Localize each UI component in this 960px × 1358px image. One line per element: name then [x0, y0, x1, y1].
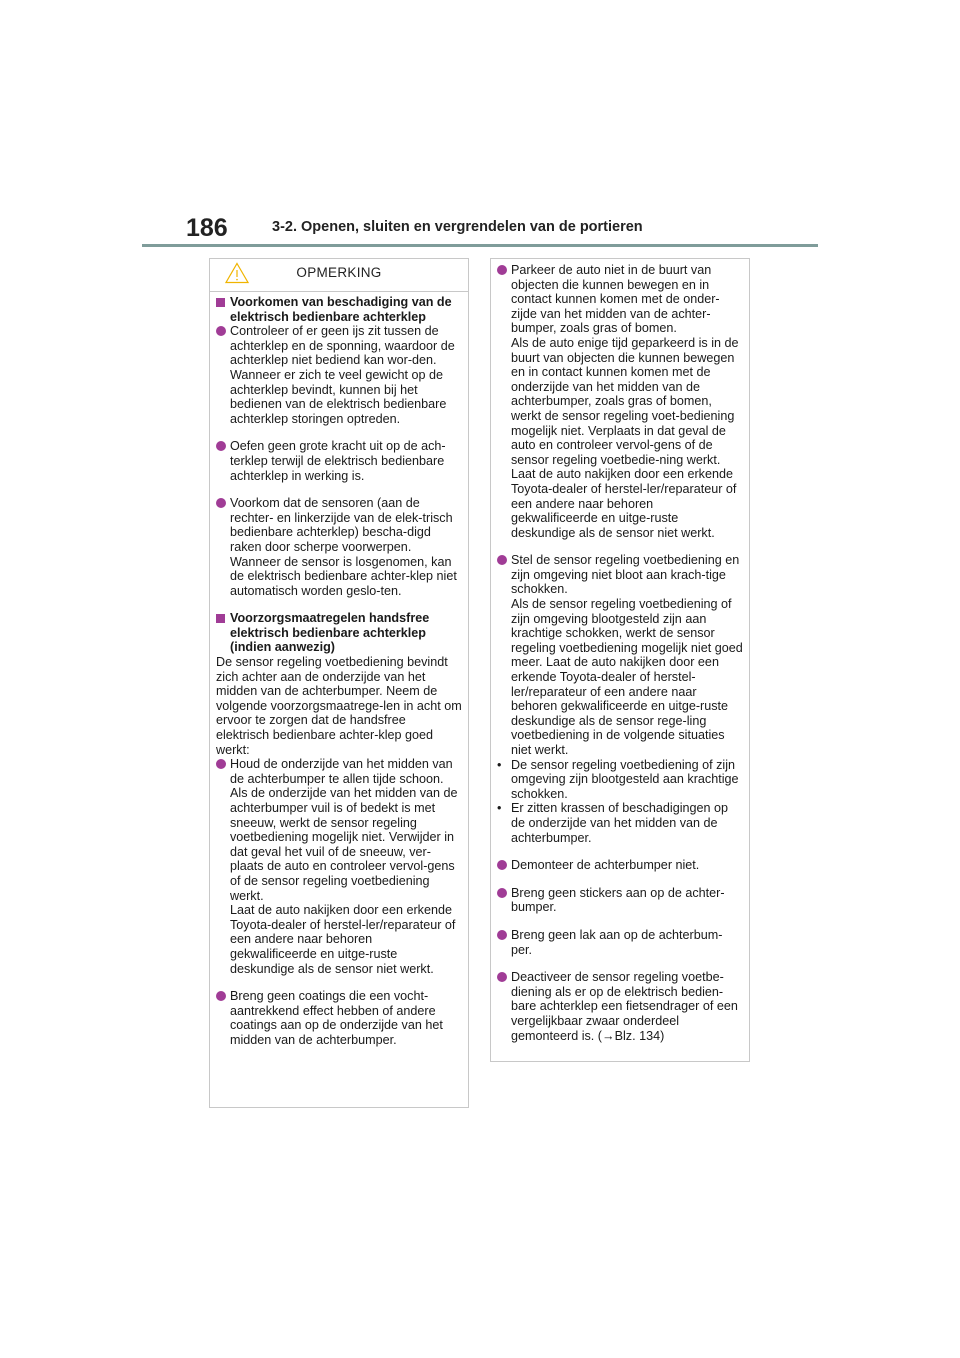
list-item	[216, 324, 462, 426]
notice-box-right	[490, 258, 750, 1062]
notice-box-left	[209, 258, 469, 1108]
round-bullet-icon	[216, 759, 226, 769]
list-item-text: Voorkom dat de sensoren (aan de rechter- en linkerzijde van de elek-trisch bedienbare achterklep) bescha-digd raken door scherpe voorwerpen. Wanneer de sensor is losgenomen, kan de elektrisch bedienbare achter-klep niet automatisch worden geslo-ten.	[230, 496, 457, 598]
list-item	[497, 928, 743, 957]
list-item	[497, 858, 743, 873]
list-item-text: Oefen geen grote kracht uit op de ach-terklep terwijl de elektrisch bedienbare achterklep in werking is.	[230, 439, 446, 483]
list-item-text: Demonteer de achterbumper niet.	[511, 858, 700, 873]
list-item	[216, 989, 462, 1047]
list-item	[216, 439, 462, 483]
round-bullet-icon	[497, 860, 507, 870]
round-bullet-icon	[497, 265, 507, 275]
list-item-text: Als de sensor regeling voetbediening of zijn omgeving blootgesteld zijn aan krachtige schokken, werkt de sensor regeling voetbediening mogelijk niet goed meer. Laat de auto nakijken door een erkende Toyota-dealer of herstel-ler/reparateur of een andere naar behoren gekwalificeerde en uitge-ruste deskundige als de sensor rege-ling voetbediening in de volgende situaties niet werkt.	[511, 597, 743, 757]
list-item-text: Houd de onderzijde van het midden van de achterbumper te allen tijde schoon.	[230, 757, 453, 786]
round-bullet-icon	[497, 888, 507, 898]
sub-list-item-text: De sensor regeling voetbediening of zijn omgeving zijn blootgesteld aan krachtige schokken.	[511, 757, 739, 801]
sub-bullet-mark: •	[497, 801, 502, 816]
list-item-text: Laat de auto nakijken door een erkende Toyota-dealer of herstel-ler/reparateur of een andere naar behoren gekwalificeerde en uitge-ruste deskundige als de sensor niet werkt.	[230, 903, 456, 976]
list-item-text: Deactiveer de sensor regeling voetbe-diening als er op de elektrisch bedien-bare achterklep een fietsendrager of een vergelijkbaar zwaar onderdeel gemonteerd is. (→Blz. 134)	[511, 970, 738, 1043]
list-item-text: Stel de sensor regeling voetbediening en zijn omgeving niet bloot aan krach-tige schokken.	[511, 553, 740, 597]
square-bullet-icon	[216, 298, 225, 307]
page-number: 186	[186, 214, 228, 242]
list-item-text: Controleer of er geen ijs zit tussen de achterklep en de sponning, waardoor de achterklep niet bediend kan wor-den. Wanneer er zich te veel gewicht op de achterklep bevindt, kunnen bij het bedienen van de elektrisch bedienbare achterklep storingen optreden.	[230, 324, 455, 426]
notice-label: OPMERKING	[296, 265, 382, 280]
section-heading	[216, 611, 462, 655]
round-bullet-icon	[497, 930, 507, 940]
sub-list-item	[497, 758, 743, 802]
list-item-text: Breng geen coatings die een vocht-aantrekkend effect hebben of andere coatings aan op de onderzijde van het midden van de achterbumper.	[230, 989, 443, 1047]
square-bullet-icon	[216, 614, 225, 623]
list-item-text: Als de onderzijde van het midden van de achterbumper vuil is of bedekt is met sneeuw, werkt de sensor regeling voetbediening mogelijk niet. Verwijder in dat geval het vuil of de sneeuw, ver-plaats de auto en controleer vervol-gens of de sensor regeling voetbediening werkt.	[230, 786, 458, 903]
list-item	[497, 970, 743, 1043]
list-item-text: Als de auto enige tijd geparkeerd is in de buurt van objecten die kunnen bewegen en in contact kunnen komen met de onderzijde van het midden van de achterbumper, zoals gras of bomen, werkt de sensor regeling voet-bediening mogelijk niet. Verplaats in dat geval de auto en controleer vervol-gens of de sensor regeling voetbedie-ning werkt. Laat de auto nakijken door een erkende Toyota-dealer of herstel-ler/reparateur of een andere naar behoren gekwalificeerde en uitge-ruste deskundige als de sensor niet werkt.	[511, 335, 739, 540]
list-item	[497, 886, 743, 915]
section-title: Voorzorgsmaatregelen handsfree elektrisch bedienbare achterklep (indien aanwezig)	[230, 611, 430, 655]
round-bullet-icon	[216, 326, 226, 336]
sub-bullet-mark: •	[497, 757, 502, 772]
list-item	[216, 496, 462, 598]
sub-list-item	[497, 801, 743, 845]
round-bullet-icon	[216, 498, 226, 508]
notice-header	[210, 259, 468, 292]
section-title: Voorkomen van beschadiging van de elektrisch bedienbare achterklep	[230, 295, 452, 324]
header-rule	[142, 244, 818, 247]
page-header	[0, 0, 960, 250]
list-item-text: Breng geen stickers aan op de achter-bumper.	[511, 885, 725, 915]
spacer	[497, 845, 743, 858]
section-intro: De sensor regeling voetbediening bevindt zich achter aan de onderzijde van het midden van de achterbumper. Neem de volgende voorzorgsmaatrege-len in acht om ervoor te zorgen dat de handsfree elektrisch bedienbare achter-klep goed werkt:	[216, 655, 462, 757]
list-item	[497, 553, 743, 757]
list-item-text: Breng geen lak aan op de achterbum-per.	[511, 927, 723, 957]
round-bullet-icon	[497, 972, 507, 982]
sub-list-item-text: Er zitten krassen of beschadigingen op de onderzijde van het midden van de achterbumper.	[511, 801, 729, 845]
round-bullet-icon	[497, 555, 507, 565]
chapter-title: 3-2. Openen, sluiten en vergrendelen van de portieren	[272, 219, 643, 235]
list-item	[497, 263, 743, 540]
round-bullet-icon	[216, 991, 226, 1001]
section-heading	[216, 295, 462, 324]
round-bullet-icon	[216, 441, 226, 451]
list-item-text: Parkeer de auto niet in de buurt van objecten die kunnen bewegen en in contact kunnen komen met de onder-zijde van het midden van de achter-bumper, zoals gras of bomen.	[511, 263, 720, 336]
list-item	[216, 757, 462, 976]
